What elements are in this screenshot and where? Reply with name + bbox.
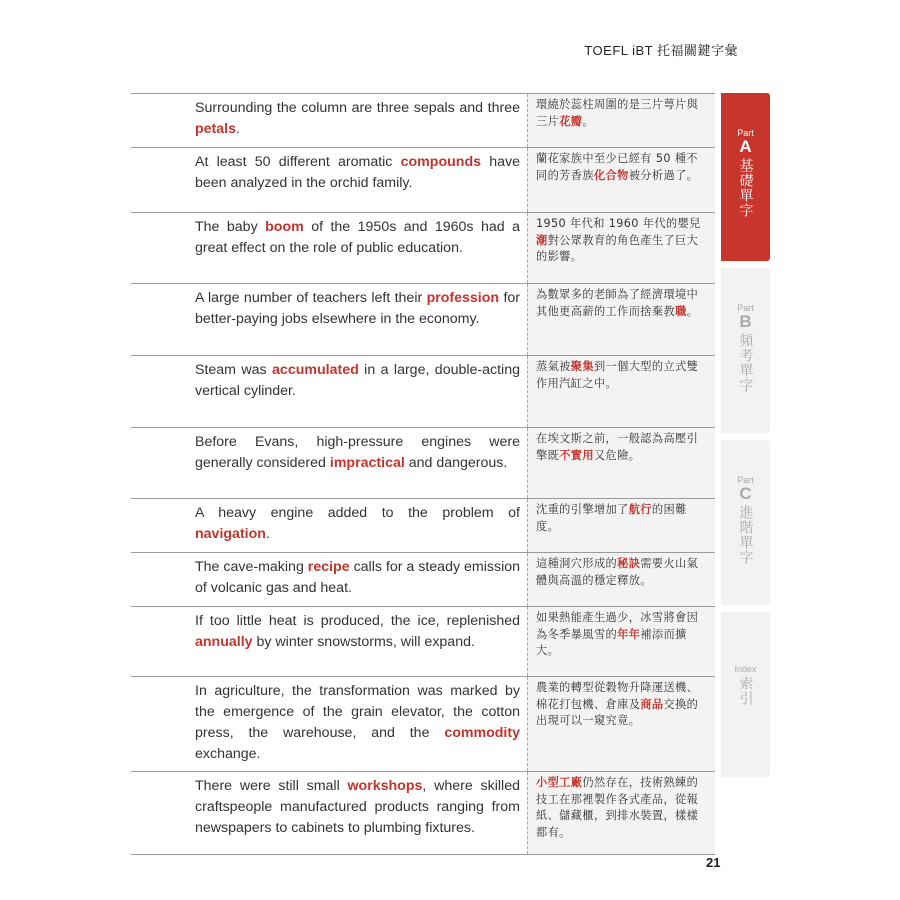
vocab-row bbox=[131, 607, 715, 677]
english-sentence bbox=[131, 607, 527, 676]
tab-index-label: 索引 bbox=[737, 676, 754, 706]
chinese-text: 如果熱能產生過少，冰雪將會因為冬季暴風雪的 bbox=[536, 611, 699, 641]
tab-part-c[interactable] bbox=[721, 440, 770, 605]
tab-part-b-letter: B bbox=[739, 312, 752, 331]
chinese-keyword: 化合物 bbox=[593, 168, 629, 182]
english-keyword: navigation bbox=[195, 526, 266, 542]
tab-part-a-label: 基礎單字 bbox=[737, 158, 754, 218]
chinese-translation bbox=[527, 677, 715, 771]
english-text: . bbox=[265, 526, 270, 542]
tab-part-a[interactable] bbox=[721, 93, 770, 261]
chinese-text: 被分析過了。 bbox=[628, 168, 699, 182]
tab-part-b[interactable] bbox=[721, 268, 770, 433]
english-keyword: boom bbox=[265, 219, 304, 235]
page-number: 21 bbox=[706, 855, 721, 870]
vocab-row bbox=[131, 553, 715, 607]
vocab-row bbox=[131, 772, 715, 855]
chinese-text: 仍然存在，技術熟練的技工在那裡製作各式產品，從報紙、儲藏櫃，到排水裝置，樣樣都有。 bbox=[536, 776, 699, 839]
chinese-translation bbox=[527, 428, 715, 498]
vocab-row bbox=[131, 677, 715, 772]
tab-part-b-label: 頻考單字 bbox=[737, 333, 754, 393]
chinese-text: 環繞於蕊柱周圍的是三片萼片與三片 bbox=[536, 98, 699, 128]
english-keyword: impractical bbox=[329, 455, 405, 471]
chinese-text: 補添而擴大。 bbox=[536, 627, 687, 657]
english-text: of the 1950s and 1960s had a great effect on the role of public education. bbox=[195, 219, 520, 256]
english-text: At least 50 different aromatic bbox=[195, 154, 401, 170]
english-text: , where skilled craftspeople manufactured products ranging from newspapers to cabinets to plumbing fixtures. bbox=[195, 778, 520, 836]
english-text: exchange. bbox=[195, 746, 261, 762]
vocab-row bbox=[131, 499, 715, 553]
english-keyword: recipe bbox=[307, 559, 350, 575]
vocab-row bbox=[131, 284, 715, 356]
tab-part-c-prefix: Part bbox=[737, 475, 754, 485]
english-sentence bbox=[131, 148, 527, 212]
chinese-text: 為數眾多的老師為了經濟環境中其他更高薪的工作而捨棄教 bbox=[536, 288, 699, 318]
vocab-row bbox=[131, 428, 715, 499]
english-sentence bbox=[131, 284, 527, 355]
running-header: TOEFL iBT 托福關鍵字彙 bbox=[584, 43, 738, 58]
chinese-text: 在埃文斯之前，一般認為高壓引擎既 bbox=[536, 432, 699, 462]
english-sentence bbox=[131, 428, 527, 498]
english-text: calls for a steady emission of volcanic gas and heat. bbox=[195, 559, 520, 596]
english-text: . bbox=[236, 121, 240, 137]
chinese-keyword: 年年 bbox=[617, 627, 641, 641]
english-text: The baby bbox=[195, 219, 266, 235]
chinese-translation bbox=[527, 356, 715, 427]
english-text: and dangerous. bbox=[404, 455, 508, 471]
english-text: There were still small bbox=[195, 778, 348, 794]
chinese-text: 蒸氣被 bbox=[536, 360, 571, 373]
chinese-text: 交換的出現可以一窺究竟。 bbox=[536, 697, 699, 727]
vocab-row bbox=[131, 94, 715, 148]
english-text: A heavy engine added to the problem of bbox=[195, 505, 520, 521]
english-text: have been analyzed in the orchid family. bbox=[195, 154, 520, 191]
chinese-text: 沈重的引擎增加了 bbox=[536, 503, 629, 516]
english-keyword: profession bbox=[426, 290, 500, 306]
english-text: A large number of teachers left their bbox=[195, 290, 427, 306]
english-sentence bbox=[131, 213, 527, 283]
tab-part-a-letter: A bbox=[739, 137, 752, 156]
chinese-translation bbox=[527, 499, 715, 552]
english-keyword: commodity bbox=[444, 725, 520, 741]
chinese-keyword: 航行 bbox=[628, 503, 652, 516]
chinese-text: 。 bbox=[686, 304, 699, 318]
chinese-translation bbox=[527, 553, 715, 606]
english-sentence bbox=[131, 499, 527, 552]
chinese-keyword: 花瓣 bbox=[559, 114, 583, 128]
chinese-translation bbox=[527, 94, 715, 147]
tab-part-c-letter: C bbox=[739, 484, 752, 503]
english-text: Before Evans, high-pressure engines were generally considered bbox=[195, 434, 520, 471]
english-sentence bbox=[131, 94, 527, 147]
chinese-translation bbox=[527, 607, 715, 676]
vocab-row bbox=[131, 356, 715, 428]
chinese-text: 農業的轉型從穀物升降運送機、棉花打包機、倉庫及 bbox=[536, 681, 699, 711]
chinese-text: 。 bbox=[582, 114, 594, 128]
chinese-keyword: 商品 bbox=[640, 697, 664, 711]
english-text: The cave-making bbox=[195, 559, 308, 575]
english-text: in a large, double-acting vertical cylinder. bbox=[195, 362, 520, 399]
english-text: If too little heat is produced, the ice, replenished bbox=[195, 613, 520, 629]
chinese-translation bbox=[527, 148, 715, 212]
chinese-keyword: 職 bbox=[675, 304, 687, 318]
english-keyword: annually bbox=[195, 634, 253, 650]
tab-index[interactable] bbox=[721, 612, 770, 777]
vocab-row bbox=[131, 148, 715, 213]
chinese-text: 的困難度。 bbox=[536, 503, 687, 533]
english-keyword: workshops bbox=[347, 778, 423, 794]
chinese-text: 蘭花家族中至少已經有 50 種不同的芳香族 bbox=[536, 152, 698, 182]
english-text: for better-paying jobs elsewhere in the economy. bbox=[195, 290, 521, 327]
english-sentence bbox=[131, 356, 527, 427]
chinese-text: 到一個大型的立式雙作用汽缸之中。 bbox=[536, 360, 699, 390]
tab-part-b-prefix: Part bbox=[737, 303, 754, 313]
chinese-keyword: 小型工廠 bbox=[536, 776, 583, 789]
tab-part-a-prefix: Part bbox=[737, 128, 754, 138]
vocabulary-table bbox=[131, 93, 715, 855]
english-sentence bbox=[131, 677, 527, 771]
chinese-text: 1950 年代和 1960 年代的嬰兒 bbox=[536, 217, 701, 230]
chinese-translation bbox=[527, 213, 715, 283]
english-text: Steam was bbox=[195, 362, 273, 378]
english-keyword: petals bbox=[195, 121, 237, 137]
chinese-text: 又危險。 bbox=[593, 448, 641, 462]
english-text: by winter snowstorms, will expand. bbox=[252, 634, 475, 650]
chinese-keyword: 潮 bbox=[536, 233, 548, 247]
chinese-keyword: 聚集 bbox=[570, 360, 594, 373]
chinese-translation bbox=[527, 772, 715, 854]
chinese-text: 需要火山氣體與高溫的穩定釋放。 bbox=[536, 557, 699, 587]
english-sentence bbox=[131, 553, 527, 606]
english-text: In agriculture, the transformation was marked by the emergence of the grain elevator, the cotton press, the warehouse, and the bbox=[195, 683, 520, 741]
chinese-keyword: 不實用 bbox=[559, 448, 594, 462]
chinese-keyword: 秘訣 bbox=[617, 557, 641, 570]
chinese-translation bbox=[527, 284, 715, 355]
chinese-text: 這種洞穴形成的 bbox=[536, 557, 618, 570]
english-keyword: accumulated bbox=[272, 362, 359, 378]
chinese-text: 對公眾教育的角色產生了巨大的影響。 bbox=[536, 233, 699, 263]
english-sentence bbox=[131, 772, 527, 854]
tab-part-c-label: 進階單字 bbox=[737, 505, 754, 565]
english-text: Surrounding the column are three sepals and three bbox=[195, 100, 520, 116]
tab-index-prefix: Index bbox=[734, 664, 757, 674]
english-keyword: compounds bbox=[400, 154, 482, 170]
vocab-row bbox=[131, 213, 715, 284]
